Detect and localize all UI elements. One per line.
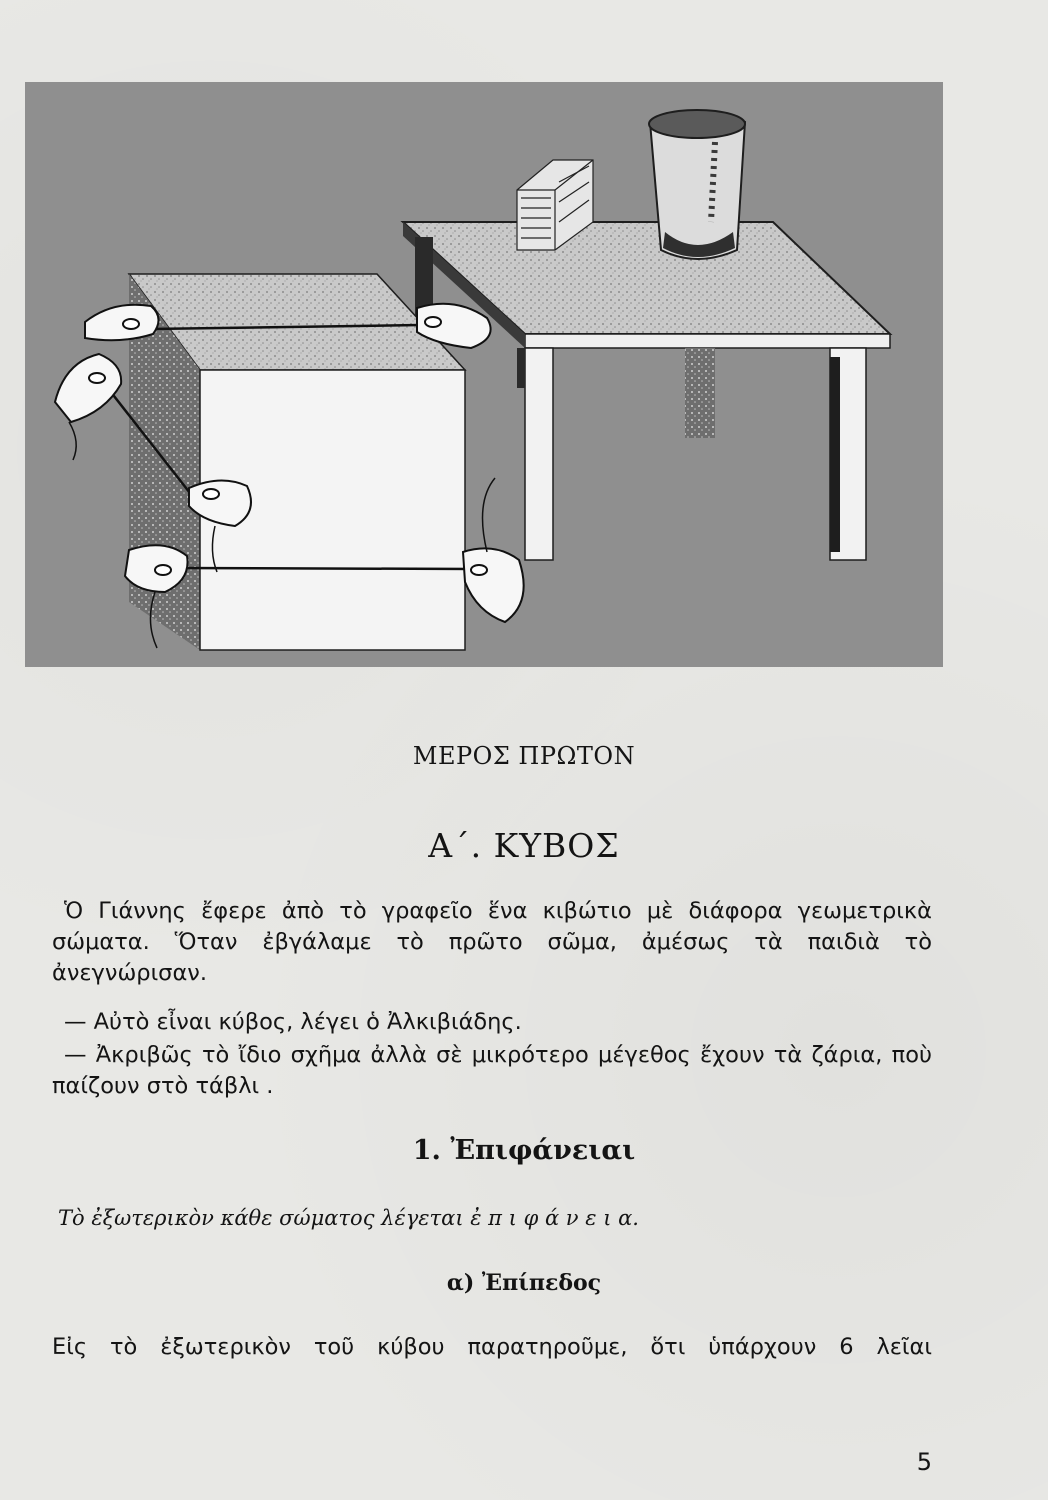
- section-title: 1. Ἐπιφάνειαι: [412, 1135, 636, 1166]
- chapter-title: Α΄. ΚΥΒΟΣ: [428, 826, 620, 865]
- page-number: 5: [916, 1448, 932, 1476]
- dialog-line-2: — Ἀκριβῶς τὸ ἴδιο σχῆμα ἀλλὰ σὲ μικρότερο μέγεθος ἔχουν τὰ ζάρια, ποὺ παίζουν στὸ τάβλι .: [52, 1042, 932, 1099]
- surfaces-paragraph: Εἰς τὸ ἐξωτερικὸν τοῦ κύβου παρατηροῦμε, ὅτι ὑπάρχουν 6 λεῖαι: [52, 1334, 932, 1360]
- intro-paragraph: Ὁ Γιάννης ἔφερε ἀπὸ τὸ γραφεῖο ἕνα κιβώτιο μὲ διάφορα γεωμετρικὰ σώματα. Ὅταν ἐβγάλαμε τὸ πρῶτο σῶμα, ἀμέσως τὰ παιδιὰ τὸ ἀνεγνώρισαν.: [52, 898, 932, 986]
- dialog-line-1: — Αὐτὸ εἶναι κύβος, λέγει ὁ Ἀλκιβιάδης.: [64, 1009, 522, 1035]
- table: [403, 222, 890, 560]
- cube: [129, 274, 465, 650]
- subsection-title: α) Ἐπίπεδος: [446, 1270, 602, 1296]
- definition-text: Τὸ ἐξωτερικὸν κάθε σώματος λέγεται ἐ π ι φ ά ν ε ι α.: [58, 1206, 639, 1230]
- drinking-glass: [649, 110, 745, 259]
- cube-and-table-illustration: [25, 82, 943, 667]
- part-title: ΜΕΡΟΣ ΠΡΩΤΟΝ: [412, 742, 636, 770]
